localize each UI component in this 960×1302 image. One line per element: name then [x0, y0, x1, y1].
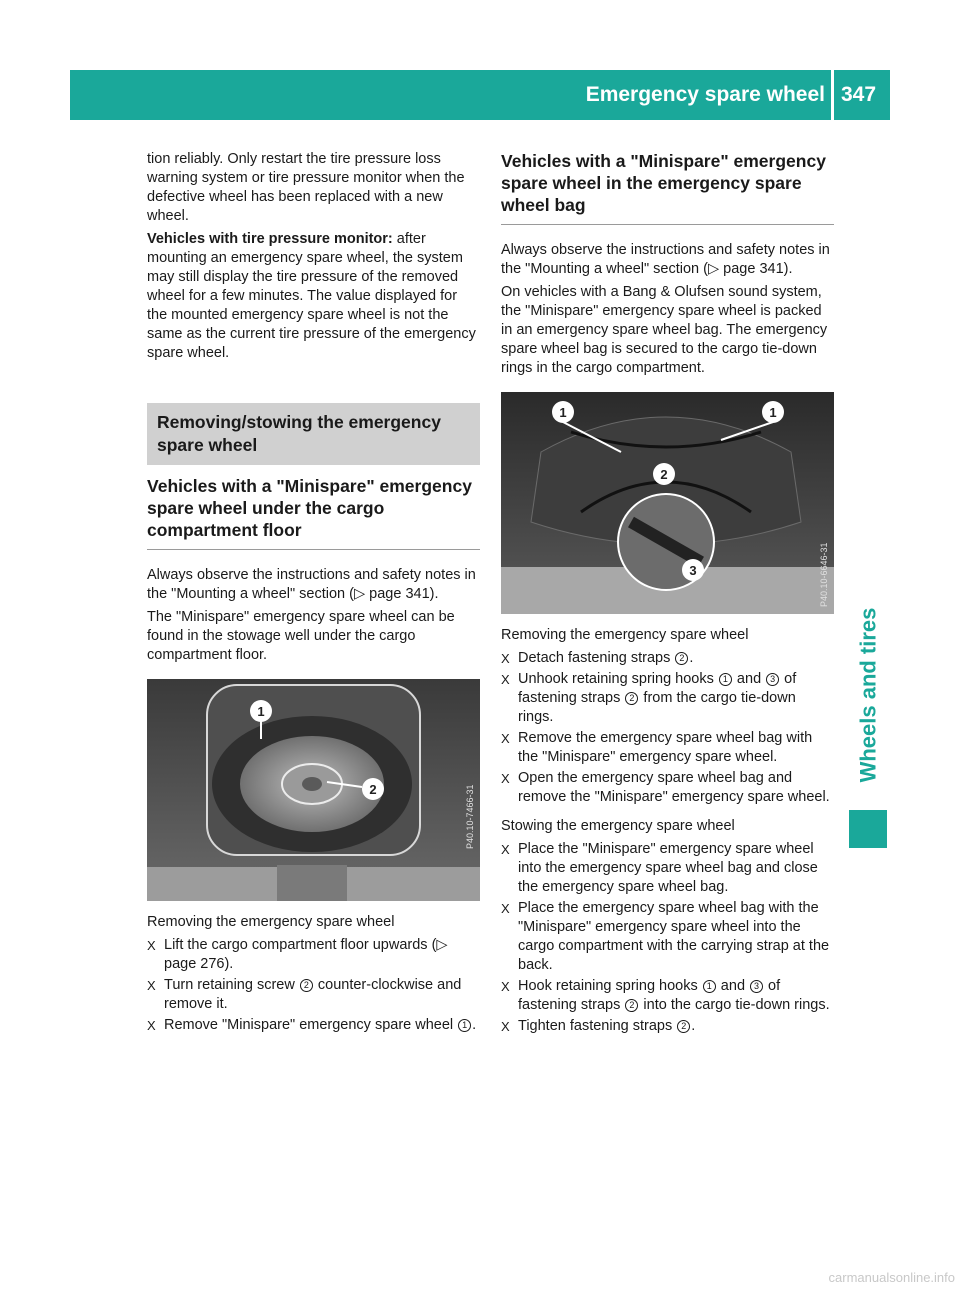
step-item — [147, 1016, 480, 1035]
step-text: Unhook retaining spring hooks — [518, 671, 718, 687]
page-link[interactable]: page 341). — [369, 586, 439, 602]
side-tab — [849, 590, 887, 800]
section-heading: Removing/stowing the emergency spare wheel — [147, 403, 480, 465]
callout-ref: 2 — [675, 652, 688, 665]
step-item — [501, 899, 834, 975]
found-paragraph: The "Minispare" emergency spare wheel can be found in the stowage well under the cargo compartment floor. — [147, 609, 455, 663]
callout-ref: 2 — [625, 999, 638, 1012]
ref-arrow-icon: ▷ — [436, 937, 448, 953]
removing-label: Removing the emergency spare wheel — [501, 627, 749, 643]
monitor-paragraph — [147, 230, 480, 363]
step-arrow-icon: X — [501, 901, 510, 916]
step-item — [501, 649, 834, 668]
callout-ref: 3 — [750, 980, 763, 993]
callout-1b-label: 1 — [769, 405, 777, 420]
callout-2-label: 2 — [369, 782, 377, 797]
step-item — [147, 936, 480, 974]
step-text: of fastening straps — [518, 671, 797, 706]
callout-ref: 1 — [703, 980, 716, 993]
step-text: Hook retaining spring hooks — [518, 978, 702, 994]
step-item — [501, 729, 834, 767]
step-text: into the cargo tie-down rings. — [639, 997, 830, 1013]
header-divider — [831, 70, 834, 120]
page-title: Emergency spare wheel — [585, 83, 825, 106]
step-item — [501, 1017, 834, 1036]
step-arrow-icon: X — [501, 1019, 510, 1034]
callout-ref: 2 — [300, 979, 313, 992]
callout-ref: 2 — [677, 1020, 690, 1033]
subheading-cargo-floor: Vehicles with a "Minispare" emergency spare wheel under the cargo compartment floor — [147, 475, 480, 550]
step-item — [501, 977, 834, 1015]
figure-spare-wheel-bag — [501, 392, 834, 614]
step-arrow-icon: X — [501, 771, 510, 786]
note-text: Always observe the instructions and safety notes in the "Mounting a wheel" section ( — [147, 567, 476, 602]
ref-arrow-icon: ▷ — [353, 586, 366, 602]
step-item — [147, 976, 480, 1014]
left-column — [147, 150, 480, 1037]
page-link[interactable]: page 276). — [164, 956, 234, 972]
subheading-spare-bag: Vehicles with a "Minispare" emergency spare wheel in the emergency spare wheel bag — [501, 150, 834, 225]
step-text: Turn retaining screw — [164, 977, 299, 993]
step-text: and — [716, 978, 750, 994]
callout-3-label: 3 — [689, 563, 697, 578]
callout-ref: 3 — [766, 673, 779, 686]
step-text: . — [691, 1018, 696, 1034]
figure-spare-wheel-well — [147, 679, 480, 901]
step-text: Place the "Minispare" emergency spare wheel into the emergency spare wheel bag and close the emergency spare wheel bag. — [518, 841, 818, 895]
step-text: of fastening straps — [518, 978, 781, 1013]
step-text: Remove the emergency spare wheel bag with the "Minispare" emergency spare wheel. — [518, 730, 813, 765]
step-item — [501, 840, 834, 897]
side-tab-marker — [849, 810, 887, 848]
step-text: Open the emergency spare wheel bag and remove the "Minispare" emergency spare wheel. — [518, 770, 830, 805]
right-column — [501, 150, 834, 1038]
page-link[interactable]: page 341). — [723, 261, 793, 277]
callout-1-label: 1 — [257, 704, 265, 719]
step-text: Remove "Minispare" emergency spare wheel — [164, 1017, 458, 1033]
step-arrow-icon: X — [501, 979, 510, 994]
spare-wheel-well-illustration — [147, 679, 480, 901]
step-arrow-icon: X — [147, 938, 156, 953]
spare-wheel-bag-illustration — [501, 392, 834, 614]
step-text: Place the emergency spare wheel bag with the "Minispare" emergency spare wheel into the cargo compartment with the carrying strap at the back. — [518, 900, 830, 973]
step-item — [501, 670, 834, 727]
bang-olufsen-paragraph: On vehicles with a Bang & Olufsen sound system, the "Minispare" emergency spare wheel is packed in an emergency spare wheel bag. The emergency spare wheel bag is secured to the cargo tie-down rings in the cargo compartment. — [501, 284, 828, 376]
ref-arrow-icon: ▷ — [707, 261, 720, 277]
step-text: and — [732, 671, 766, 687]
callout-2-label: 2 — [660, 467, 668, 482]
step-arrow-icon: X — [147, 978, 156, 993]
side-tab-label: Wheels and tires — [855, 607, 880, 783]
step-arrow-icon: X — [501, 842, 510, 857]
step-text: Tighten fastening straps — [518, 1018, 677, 1034]
callout-ref: 2 — [625, 692, 638, 705]
step-text: . — [689, 650, 694, 666]
safety-note — [501, 241, 834, 279]
step-arrow-icon: X — [501, 731, 510, 746]
step-arrow-icon: X — [147, 1018, 156, 1033]
stowing-label: Stowing the emergency spare wheel — [501, 818, 735, 834]
page-number: 347 — [841, 83, 877, 106]
intro-paragraph: tion reliably. Only restart the tire pressure loss warning system or tire pressure monitor when the defective wheel has been replaced with a new wheel. — [147, 151, 465, 224]
figure-code: P40.10-7466-31 — [465, 784, 475, 849]
monitor-text: after mounting an emergency spare wheel, the system may still display the tire pressure of the removed wheel for a few minutes. The value displayed for the mounted emergency spare wheel is not the same as the current tire pressure of the emergency spare wheel. — [147, 231, 476, 361]
callout-ref: 1 — [719, 673, 732, 686]
safety-note — [147, 566, 480, 604]
step-text: . — [472, 1017, 477, 1033]
callout-1-label: 1 — [559, 405, 567, 420]
step-text: Lift the cargo compartment floor upwards ( — [164, 937, 437, 953]
monitor-label: Vehicles with tire pressure monitor: — [147, 231, 393, 247]
step-text: Detach fastening straps — [518, 650, 675, 666]
watermark: carmanualsonline.info — [828, 1270, 955, 1285]
callout-ref: 1 — [458, 1019, 471, 1032]
step-arrow-icon: X — [501, 672, 510, 687]
step-item — [501, 769, 834, 807]
step-text: counter-clockwise and remove it. — [164, 977, 462, 1012]
removing-label: Removing the emergency spare wheel — [147, 914, 395, 930]
figure-code: P40.10-6646-31 — [819, 542, 829, 607]
note-text: Always observe the instructions and safety notes in the "Mounting a wheel" section ( — [501, 242, 830, 277]
step-text: from the cargo tie-down rings. — [518, 690, 796, 725]
step-arrow-icon: X — [501, 651, 510, 666]
